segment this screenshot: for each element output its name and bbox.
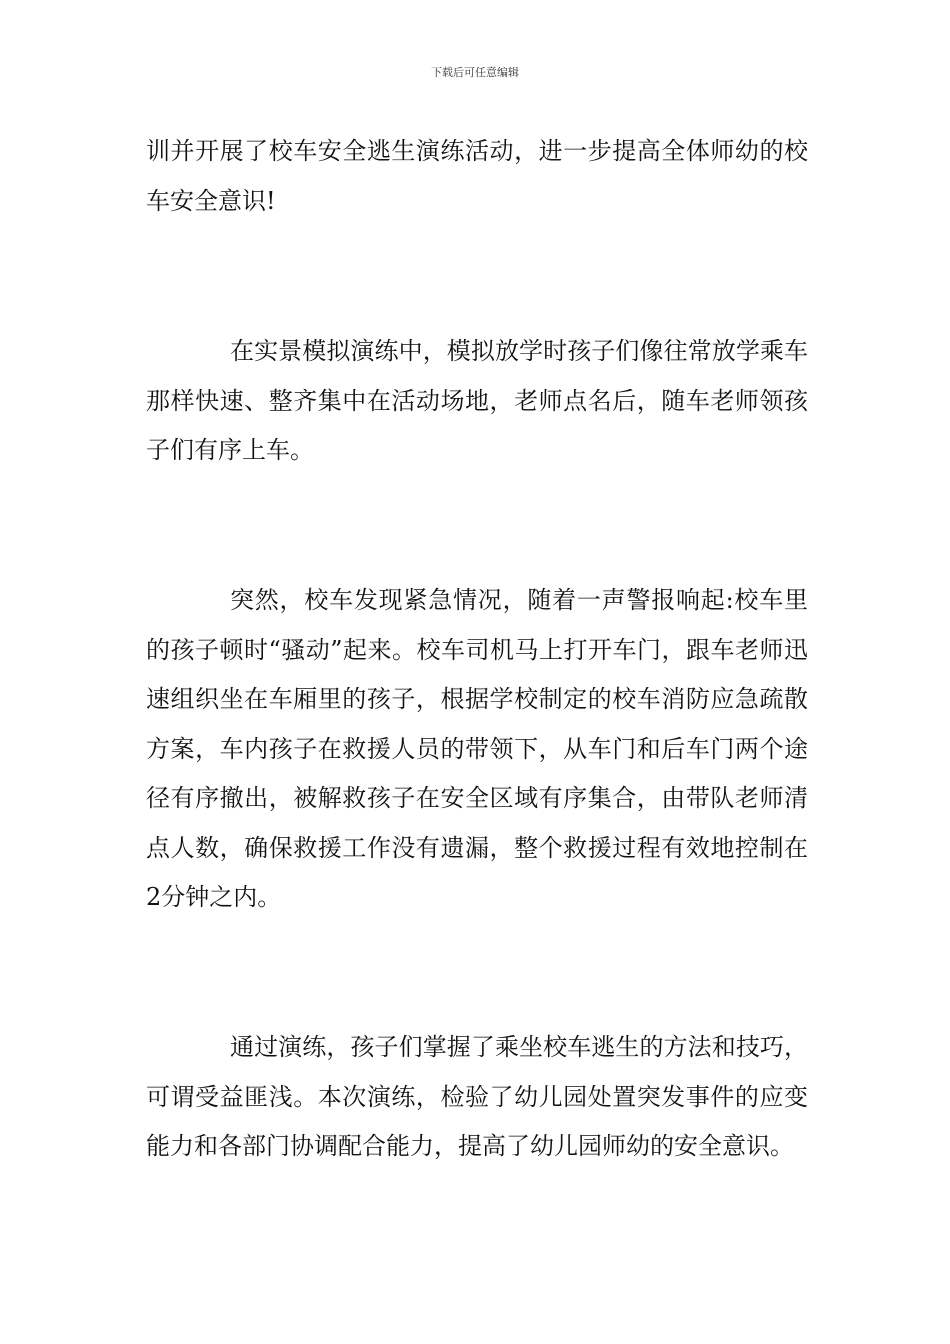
paragraph-continuation: 训并开展了校车安全逃生演练活动，进一步提高全体师幼的校车安全意识! xyxy=(146,137,808,215)
paragraph-emergency: 突然，校车发现紧急情况，随着一声警报响起:校车里的孩子顿时“骚动”起来。校车司机马上打开车门，跟车老师迅速组织坐在车厢里的孩子，根据学校制定的校车消防应急疏散方案，车内孩子在救援人员的带领下，从车门和后车门两个途径有序撤出，被解救孩子在安全区域有序集合，由带队老师清点人数，确保救援工作没有遗漏，整个救援过程有效地控制在2分钟之内。 xyxy=(146,586,808,911)
page-header-note: 下载后可任意编辑 xyxy=(431,66,519,79)
paragraph-simulation: 在实景模拟演练中，模拟放学时孩子们像往常放学乘车那样快速、整齐集中在活动场地，老师点名后，随车老师领孩子们有序上车。 xyxy=(146,337,808,464)
paragraph-conclusion: 通过演练，孩子们掌握了乘坐校车逃生的方法和技巧，可谓受益匪浅。本次演练，检验了幼儿园处置突发事件的应变能力和各部门协调配合能力，提高了幼儿园师幼的安全意识。 xyxy=(146,1033,808,1160)
